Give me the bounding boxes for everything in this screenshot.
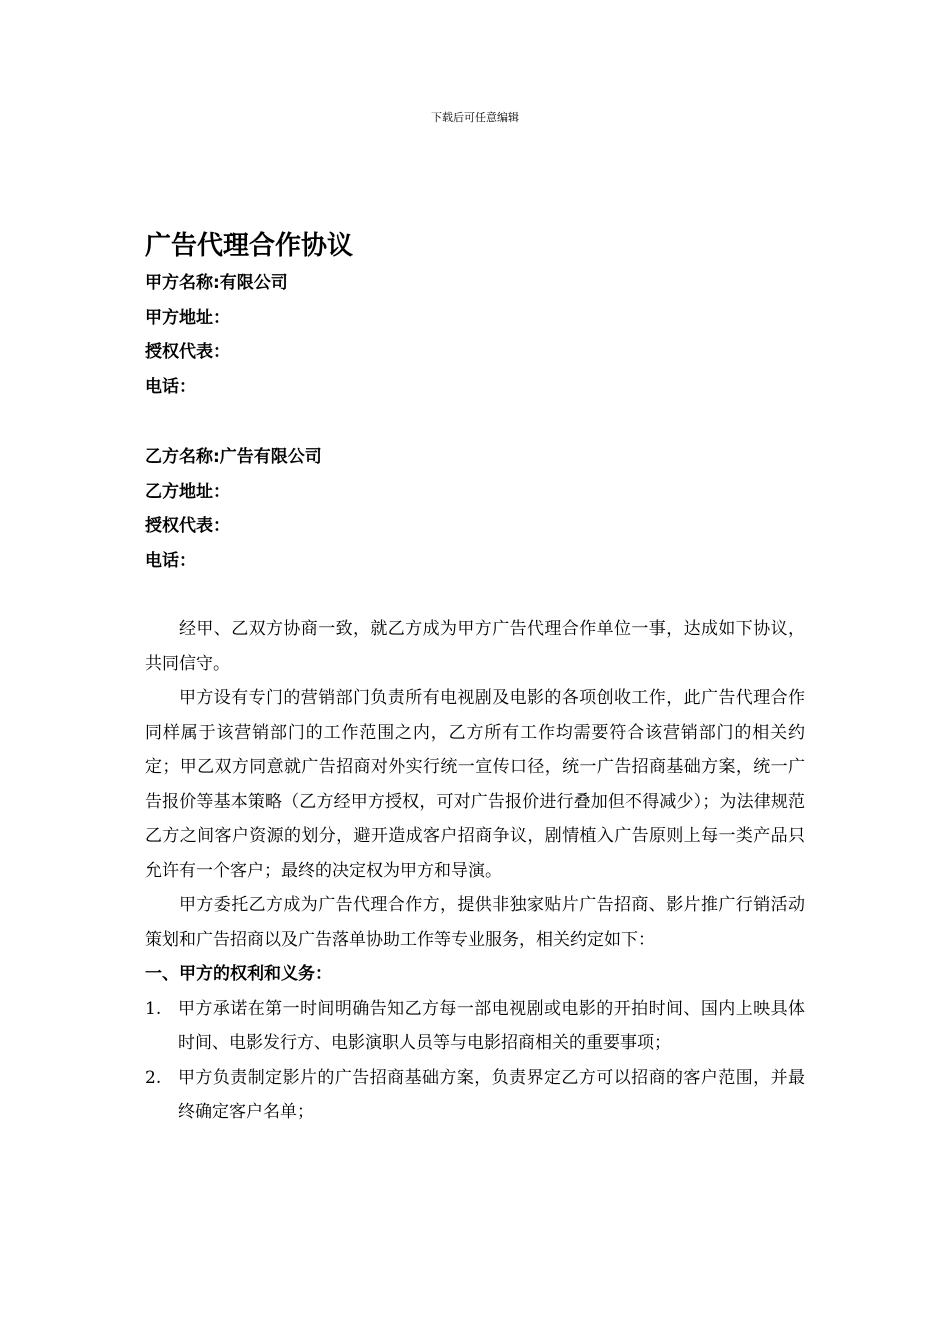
marketing-paragraph: 甲方设有专门的营销部门负责所有电视剧及电影的各项创收工作，此广告代理合作同样属于该营销部门的工作范围之内，乙方所有工作均需要符合该营销部门的相关约定；甲乙双方同意就广告招商对外实行统一宣传口径，统一广告招商基础方案，统一广告报价等基本策略（乙方经甲方授权，可对广告报价进行叠加但不得减少）；为法律规范乙方之间客户资源的划分，避开造成客户招商争议，剧情植入广告原则上每一类产品只允许有一个客户；最终的决定权为甲方和导演。 [145, 688, 805, 881]
list-item [145, 992, 805, 1061]
section-1-list [145, 992, 805, 1130]
section-1-heading: 一、甲方的权利和义务： [145, 964, 332, 984]
list-item-number: 2. [145, 1067, 162, 1088]
party-a-info [145, 266, 288, 404]
header-note: 下载后可任意编辑 [431, 111, 519, 124]
list-item-text: 甲方负责制定影片的广告招商基础方案，负责界定乙方可以招商的客户范围，并最终确定客户名单； [178, 1067, 805, 1122]
document-title: 广告代理合作协议 [145, 231, 354, 261]
party-b-representative: 授权代表： [145, 516, 230, 536]
party-a-name: 甲方名称:有限公司 [145, 273, 288, 293]
party-b-phone: 电话： [145, 550, 196, 571]
list-item-number: 1. [145, 998, 162, 1019]
party-b-name: 乙方名称:广告有限公司 [145, 447, 322, 467]
party-a-address: 甲方地址： [145, 307, 230, 328]
commission-paragraph: 甲方委托乙方成为广告代理合作方，提供非独家贴片广告招商、影片推广行销活动策划和广告招商以及广告落单协助工作等专业服务，相关约定如下： [145, 895, 805, 950]
party-a-representative: 授权代表： [145, 342, 230, 362]
agreement-body [145, 612, 805, 1130]
party-a-phone: 电话： [145, 376, 196, 397]
party-b-address: 乙方地址： [145, 481, 230, 502]
list-item-text: 甲方承诺在第一时间明确告知乙方每一部电视剧或电影的开拍时间、国内上映具体时间、电影发行方、电影演职人员等与电影招商相关的重要事项； [178, 998, 805, 1053]
intro-paragraph: 经甲、乙双方协商一致，就乙方成为甲方广告代理合作单位一事，达成如下协议，共同信守。 [145, 619, 805, 674]
party-b-info [145, 440, 322, 578]
list-item [145, 1061, 805, 1130]
